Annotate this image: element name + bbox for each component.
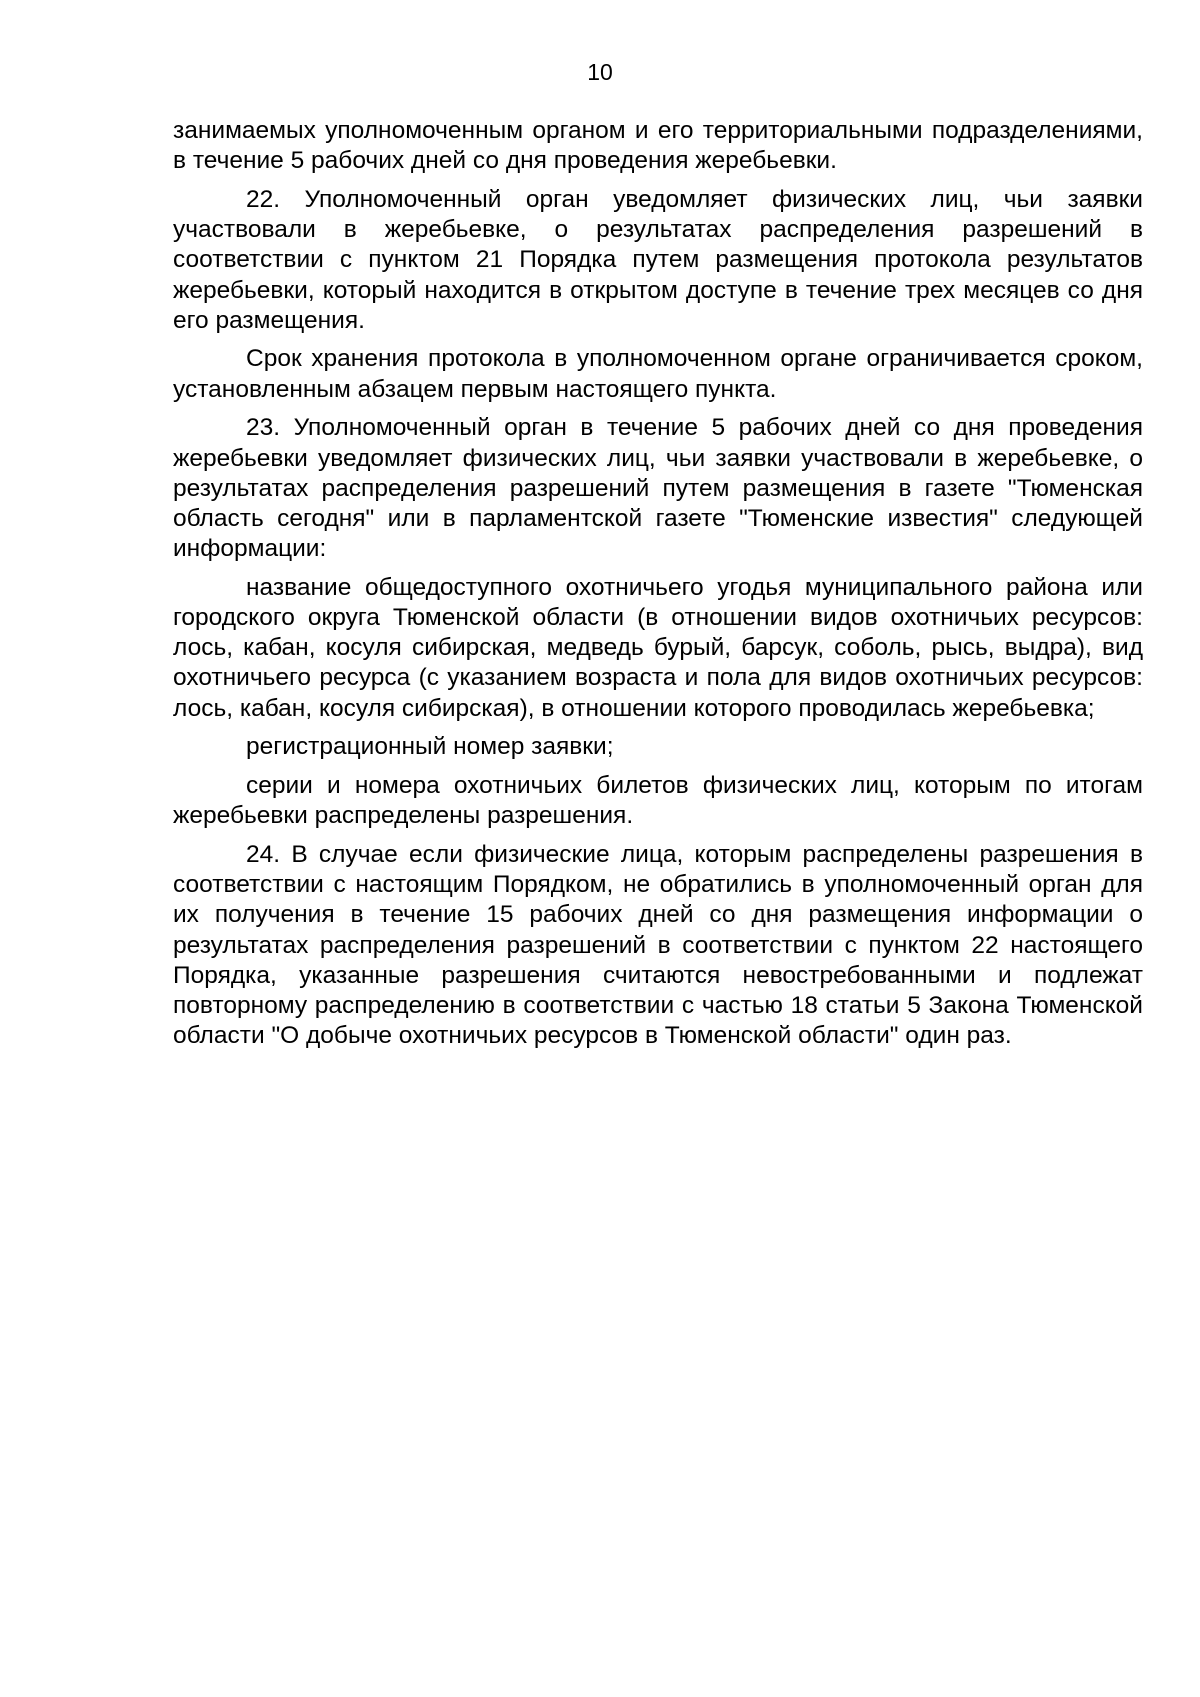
paragraph-protocol-storage: Срок хранения протокола в уполномоченном органе ограничивается сроком, установленным абзацем первым настоящего пункта. — [173, 345, 1143, 403]
paragraph-hunting-tickets: серии и номера охотничьих билетов физических лиц, которым по итогам жеребьевки распределены разрешения. — [173, 772, 1143, 830]
paragraph-hunting-ground-info: название общедоступного охотничьего угодья муниципального района или городского округа Тюменской области (в отношении видов охотничьих ресурсов: лось, кабан, косуля сибирская, медведь бурый, барсук, соболь, рысь, выдра), вид охотничьего ресурса (с указанием возраста и пола для видов охотничьих ресурсов: лось, кабан, косуля сибирская), в отношении которого проводилась жеребьевка; — [173, 573, 1143, 722]
paragraph-registration-number: регистрационный номер заявки; — [246, 733, 614, 761]
paragraph-continuation: занимаемых уполномоченным органом и его территориальными подразделениями, в течение 5 рабочих дней со дня проведения жеребьевки. — [173, 117, 1143, 175]
paragraph-item-24: 24. В случае если физические лица, которым распределены разрешения в соответствии с настоящим Порядком, не обратились в уполномоченный орган для их получения в течение 15 рабочих дней со дня размещения информации о результатах распределения разрешений в соответствии с пунктом 22 настоящего Порядка, указанные разрешения считаются невостребованными и подлежат повторному распределению в соответствии с частью 18 статьи 5 Закона Тюменской области "О добыче охотничьих ресурсов в Тюменской области" один раз. — [173, 840, 1143, 1050]
page-number: 10 — [587, 59, 613, 85]
paragraph-item-22: 22. Уполномоченный орган уведомляет физических лиц, чьи заявки участвовали в жеребьевке, о результатах распределения разрешений в соответствии с пунктом 21 Порядка путем размещения протокола результатов жеребьевки, который находится в открытом доступе в течение трех месяцев со дня его размещения. — [173, 185, 1143, 334]
document-body — [173, 116, 1143, 1060]
paragraph-item-23: 23. Уполномоченный орган в течение 5 рабочих дней со дня проведения жеребьевки уведомляет физических лиц, чьи заявки участвовали в жеребьевке, о результатах распределения разрешений путем размещения в газете "Тюменская область сегодня" или в парламентской газете "Тюменские известия" следующей информации: — [173, 414, 1143, 563]
